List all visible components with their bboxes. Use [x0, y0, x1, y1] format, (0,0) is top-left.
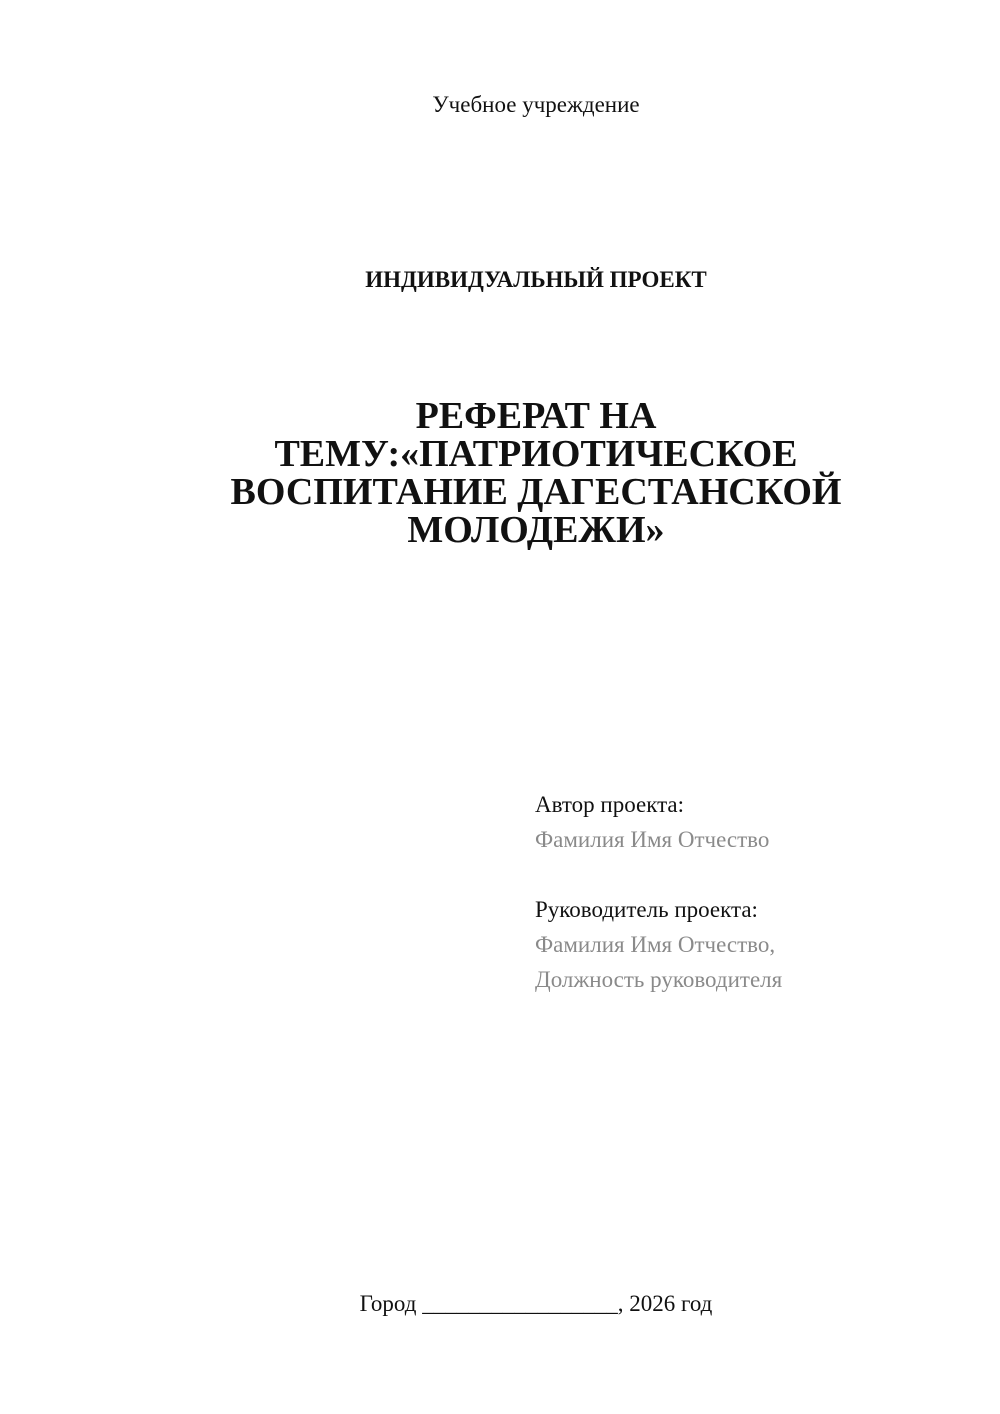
city-year-line: Город _________________, 2026 год — [359, 1291, 713, 1316]
title-line: РЕФЕРАТ НА — [415, 395, 657, 437]
project-title — [200, 397, 872, 549]
supervisor-position-placeholder: Должность руководителя — [535, 967, 783, 992]
supervisor-name-placeholder: Фамилия Имя Отчество, — [535, 932, 776, 957]
institution-name: Учебное учреждение — [432, 92, 640, 117]
title-line: ВОСПИТАНИЕ ДАГЕСТАНСКОЙ — [230, 471, 842, 513]
title-line: ТЕМУ:«ПАТРИОТИЧЕСКОЕ — [274, 433, 798, 475]
spacer — [535, 857, 975, 892]
supervisor-label: Руководитель проекта: — [535, 897, 758, 922]
title-line: МОЛОДЕЖИ» — [407, 509, 665, 551]
signature-block — [535, 787, 975, 997]
project-type-heading: ИНДИВИДУАЛЬНЫЙ ПРОЕКТ — [365, 267, 707, 292]
author-name-placeholder: Фамилия Имя Отчество — [535, 827, 770, 852]
author-label: Автор проекта: — [535, 792, 684, 817]
